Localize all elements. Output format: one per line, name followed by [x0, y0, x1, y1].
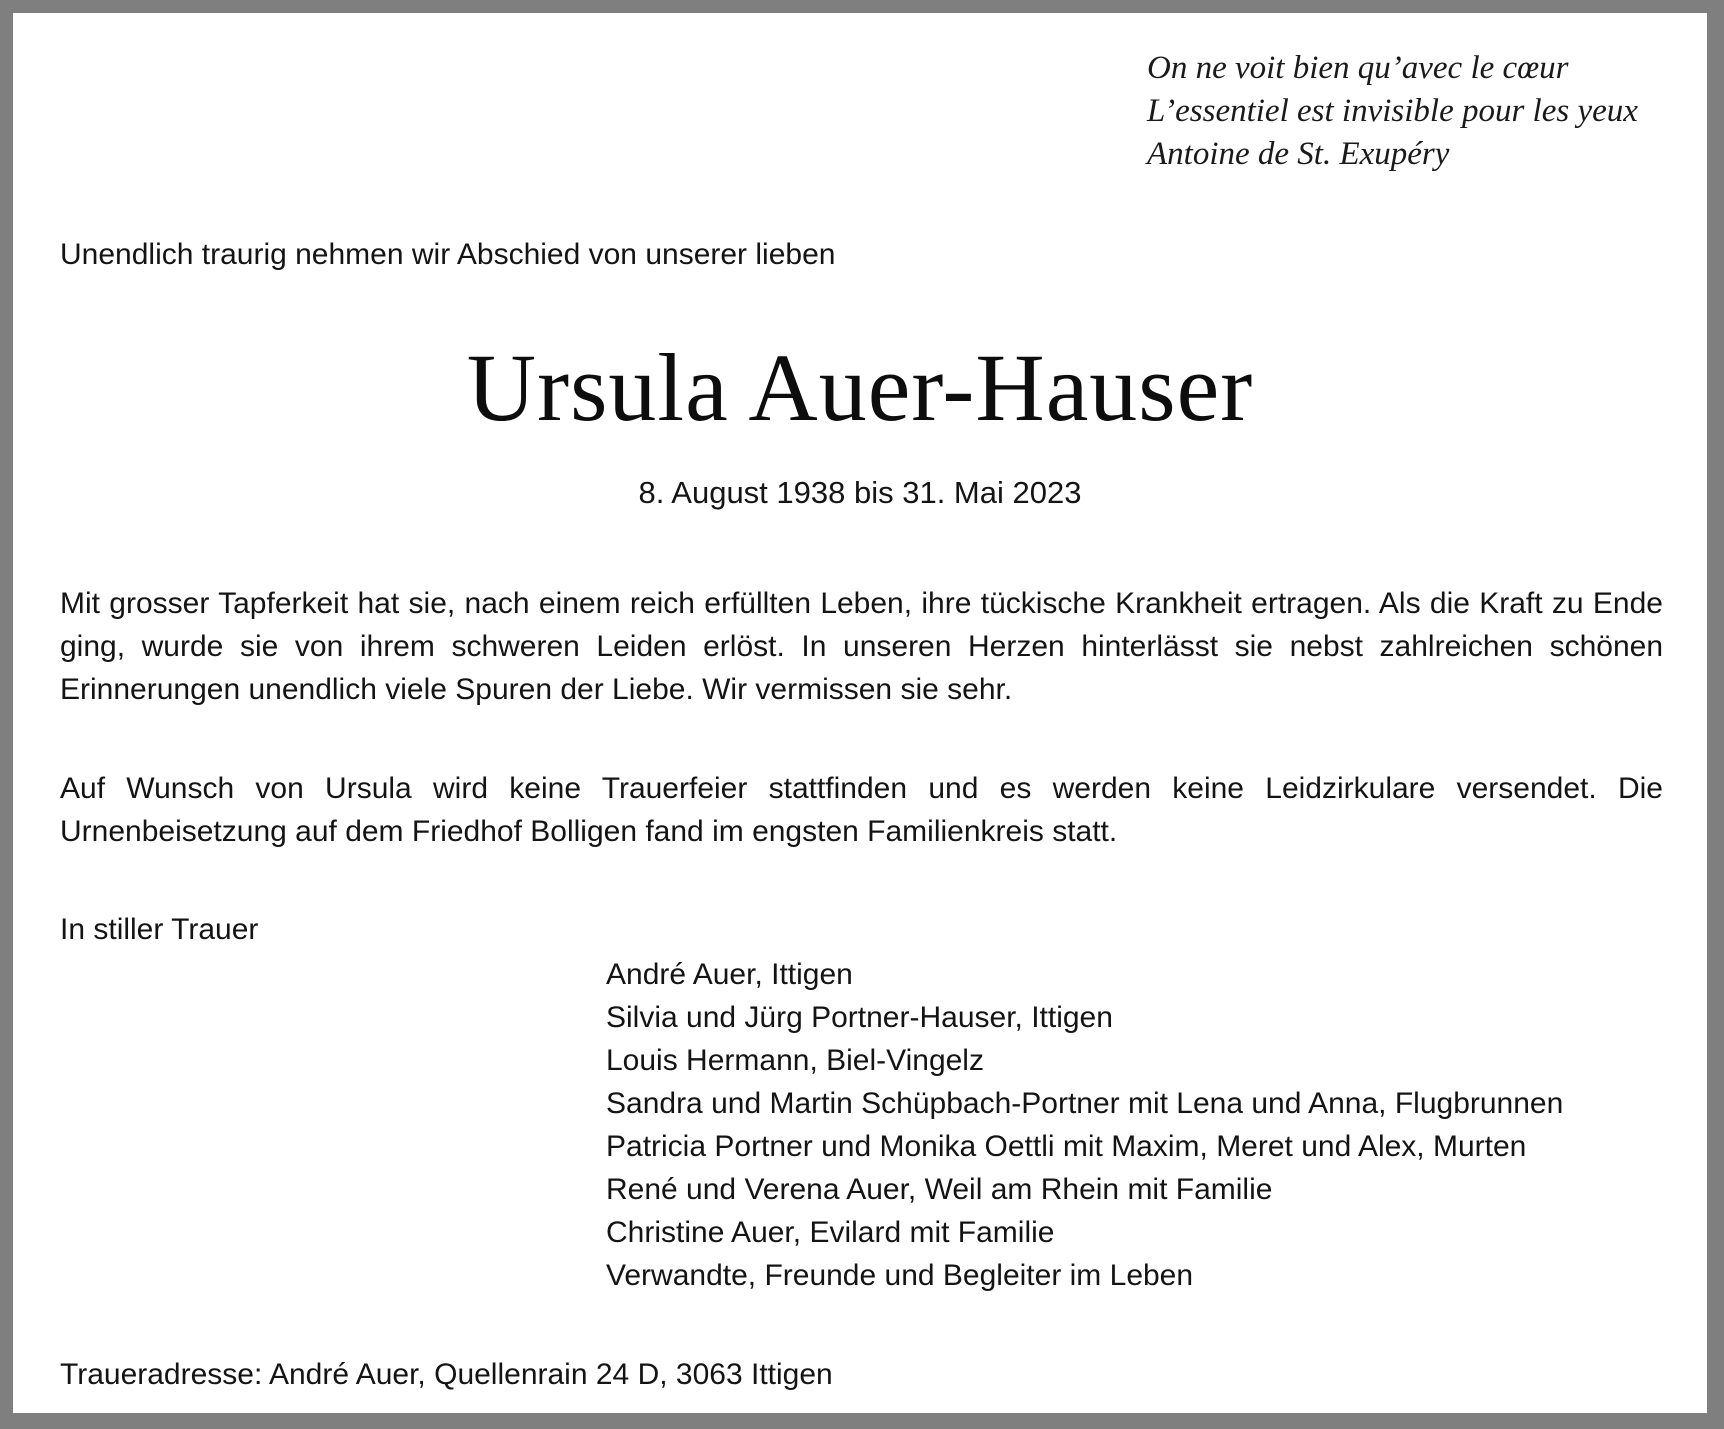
mourners-list [606, 953, 1563, 1297]
paragraph-tribute: Mit grosser Tapferkeit hat sie, nach einem reich erfüllten Leben, ihre tückische Krankheit ertragen. Als die Kraft zu Ende ging, wurde sie von ihrem schweren Leiden erlöst. In unseren Herzen hinterlässt sie nebst zahlreichen schönen Erinnerungen unendlich viele Spuren der Liebe. Wir vermissen sie sehr. [60, 587, 1663, 706]
epigraph-quote [1147, 47, 1638, 176]
mourner-entry: Sandra und Martin Schüpbach-Portner mit Lena und Anna, Flugbrunnen [606, 1087, 1564, 1120]
mourner-entry: Verwandte, Freunde und Begleiter im Leben [606, 1259, 1194, 1292]
mourner-entry: André Auer, Ittigen [606, 958, 853, 991]
mourner-entry: Patricia Portner und Monika Oettli mit Maxim, Meret und Alex, Murten [606, 1130, 1527, 1163]
quote-line: On ne voit bien qu’avec le cœur [1147, 50, 1569, 86]
quote-line: L’essentiel est invisible pour les yeux [1147, 93, 1638, 129]
mourner-entry: René und Verena Auer, Weil am Rhein mit Familie [606, 1173, 1273, 1206]
mourning-address: Traueradresse: André Auer, Quellenrain 24 D, 3063 Ittigen [60, 1358, 833, 1391]
quote-author: Antoine de St. Exupéry [1147, 136, 1450, 172]
mourner-entry: Silvia und Jürg Portner-Hauser, Ittigen [606, 1001, 1113, 1034]
deceased-name: Ursula Auer-Hauser [466, 334, 1254, 441]
mourner-entry: Christine Auer, Evilard mit Familie [606, 1216, 1055, 1249]
intro-line: Unendlich traurig nehmen wir Abschied von unserer lieben [60, 238, 836, 271]
mourner-entry: Louis Hermann, Biel-Vingelz [606, 1044, 984, 1077]
paragraph-arrangements: Auf Wunsch von Ursula wird keine Trauerfeier stattfinden und es werden keine Leidzirkulare versendet. Die Urnenbeisetzung auf dem Friedhof Bolligen fand im engsten Familienkreis statt. [60, 772, 1663, 848]
life-dates: 8. August 1938 bis 31. Mai 2023 [638, 475, 1082, 510]
closing-phrase: In stiller Trauer [60, 913, 259, 946]
obituary-notice [13, 13, 1707, 1413]
